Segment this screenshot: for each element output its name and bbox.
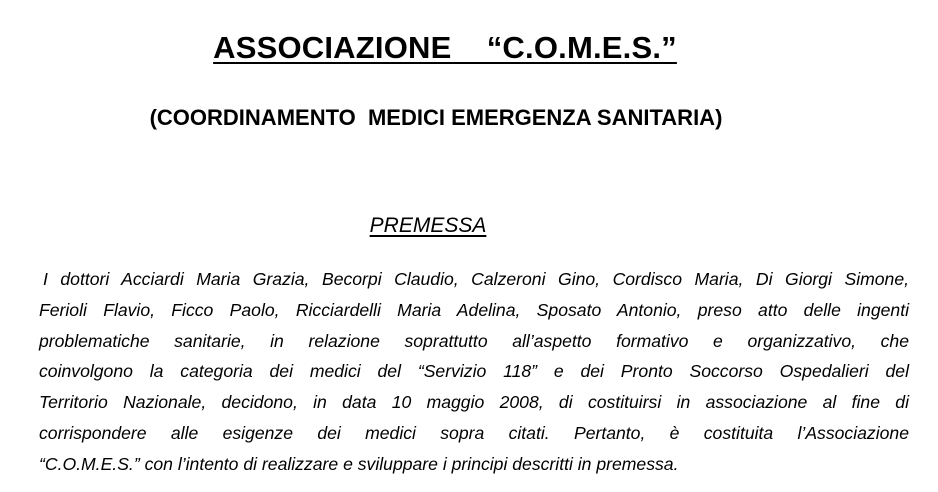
paragraph-line: corrispondere alle esigenze dei medici sopra citati. Pertanto, è costituita l’Associazione bbox=[39, 422, 909, 443]
section-heading-premessa: PREMESSA bbox=[369, 214, 487, 237]
paragraph-line: I dottori Acciardi Maria Grazia, Becorpi Claudio, Calzeroni Gino, Cordisco Maria, Di Giorgi Simone, bbox=[43, 269, 909, 289]
paragraph-line: “C.O.M.E.S.” con l’intento di realizzare e sviluppare i principi descritti in premessa. bbox=[39, 453, 679, 474]
premessa-paragraph bbox=[39, 264, 909, 480]
paragraph-line: coinvolgono la categoria dei medici del “Servizio 118” e dei Pronto Soccorso Ospedalieri del bbox=[39, 361, 909, 382]
paragraph-line: Ferioli Flavio, Ficco Paolo, Ricciardelli Maria Adelina, Sposato Antonio, preso atto delle ingenti bbox=[39, 299, 909, 320]
paragraph-line: problematiche sanitarie, in relazione soprattutto all’aspetto formativo e organizzativo, che bbox=[39, 330, 909, 351]
document-subtitle: (COORDINAMENTO MEDICI EMERGENZA SANITARIA) bbox=[149, 105, 723, 130]
paragraph-line: Territorio Nazionale, decidono, in data 10 maggio 2008, di costituirsi in associazione al fine di bbox=[39, 392, 909, 413]
document-title: ASSOCIAZIONE “C.O.M.E.S.” bbox=[213, 30, 677, 65]
